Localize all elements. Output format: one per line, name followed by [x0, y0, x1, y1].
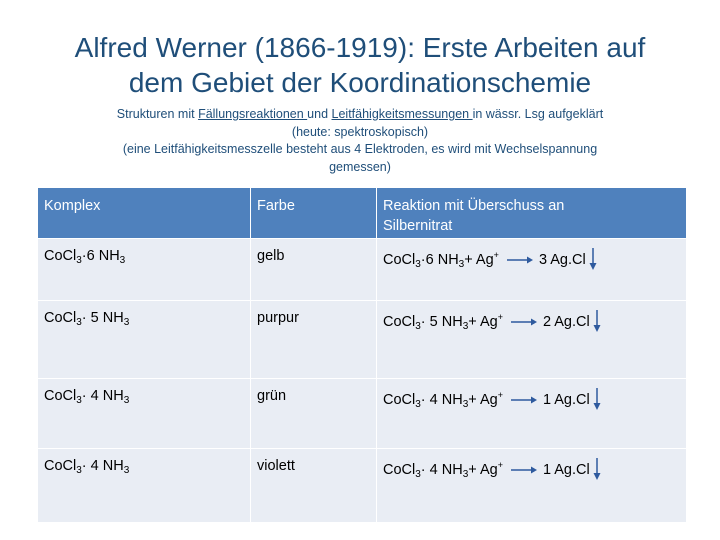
header-farbe: Farbe — [251, 188, 377, 239]
subtitle-line-2: (heute: spektroskopisch) — [291, 124, 429, 139]
subtitle-link-faellung: Fällungsreaktionen — [198, 107, 308, 121]
reaction-sub: 3 — [415, 399, 421, 410]
header-reaktion — [377, 188, 687, 239]
slide-subtitle — [40, 106, 680, 176]
subtitle-suffix: in wässr. Lsg aufgeklärt — [472, 107, 604, 121]
complex-ammine: ·6 NH — [81, 248, 120, 264]
title-line-2: dem Gebiet der Koordinationschemie — [128, 67, 592, 98]
reaction-sub: 3 — [462, 399, 469, 410]
reaction-product: 1 Ag.Cl — [542, 392, 590, 408]
title-line-1: Alfred Werner (1866-1919): Erste Arbeiten auf — [74, 32, 646, 63]
precipitate-arrow-icon — [593, 458, 601, 480]
complex-sub: 3 — [123, 317, 130, 328]
reaction-charge: + — [497, 312, 503, 322]
cell-reaction — [377, 239, 687, 301]
complex-formula: CoCl — [44, 458, 77, 474]
complex-ammine: · 5 NH — [81, 310, 124, 326]
reaction-arrow-icon — [507, 255, 533, 265]
complex-formula: CoCl — [44, 310, 77, 326]
reaction-charge: + — [497, 460, 503, 470]
header-komplex: Komplex — [38, 188, 251, 239]
cell-color: grün — [251, 379, 377, 449]
reaction-product: 1 Ag.Cl — [542, 462, 590, 478]
reaction-equation — [383, 462, 601, 478]
complex-ammine: · 4 NH — [81, 388, 124, 404]
cell-complex — [38, 449, 251, 523]
reaction-formula: CoCl — [383, 392, 416, 408]
subtitle-line-1 — [40, 106, 680, 124]
reaction-ammine: · 4 NH — [420, 392, 463, 408]
complex-sub: 3 — [76, 395, 82, 406]
reaction-silver: + Ag — [468, 392, 498, 408]
complex-sub: 3 — [119, 255, 126, 266]
reaction-ammine: · 5 NH — [420, 314, 463, 330]
table-row — [38, 301, 687, 379]
subtitle-link-leitfaehigkeit: Leitfähigkeitsmessungen — [331, 107, 473, 121]
reaction-arrow-icon — [511, 317, 537, 327]
reaction-silver: + Ag — [464, 252, 494, 268]
reaction-sub: 3 — [458, 259, 465, 270]
precipitate-arrow-icon — [589, 248, 597, 270]
reaction-sub: 3 — [415, 259, 421, 270]
cell-color: violett — [251, 449, 377, 523]
cell-color: gelb — [251, 239, 377, 301]
table-header-row — [38, 188, 687, 239]
table-row — [38, 239, 687, 301]
precipitate-arrow-icon — [593, 388, 601, 410]
reaction-sub: 3 — [415, 469, 421, 480]
table-row — [38, 379, 687, 449]
cell-complex — [38, 301, 251, 379]
reaction-formula: CoCl — [383, 252, 416, 268]
cell-complex — [38, 379, 251, 449]
reaction-ammine: ·6 NH — [420, 252, 459, 268]
complex-sub: 3 — [76, 317, 82, 328]
reaction-formula: CoCl — [383, 462, 416, 478]
subtitle-mid: und — [307, 107, 332, 121]
header-reaktion-line-1: Reaktion mit Überschuss an — [383, 198, 565, 214]
header-reaktion-line-2: Silbernitrat — [383, 218, 453, 234]
complex-formula: CoCl — [44, 388, 77, 404]
cell-reaction — [377, 379, 687, 449]
reaction-equation — [383, 314, 601, 330]
complex-sub: 3 — [76, 465, 82, 476]
reaction-equation — [383, 392, 601, 408]
reaction-product: 3 Ag.Cl — [538, 252, 586, 268]
precipitate-arrow-icon — [593, 310, 601, 332]
reaction-product: 2 Ag.Cl — [542, 314, 590, 330]
reaction-sub: 3 — [462, 321, 469, 332]
complex-sub: 3 — [76, 255, 82, 266]
complex-table — [37, 187, 687, 523]
reaction-sub: 3 — [462, 469, 469, 480]
slide-title — [20, 30, 700, 100]
reaction-formula: CoCl — [383, 314, 416, 330]
reaction-silver: + Ag — [468, 314, 498, 330]
cell-reaction — [377, 301, 687, 379]
reaction-charge: + — [493, 250, 499, 260]
cell-complex — [38, 239, 251, 301]
complex-formula: CoCl — [44, 248, 77, 264]
subtitle-line-3: (eine Leitfähigkeitsmesszelle besteht aus 4 Elektroden, es wird mit Wechselspannung — [122, 142, 598, 156]
complex-ammine: · 4 NH — [81, 458, 124, 474]
cell-reaction — [377, 449, 687, 523]
reaction-sub: 3 — [415, 321, 421, 332]
reaction-equation — [383, 252, 597, 268]
complex-sub: 3 — [123, 395, 130, 406]
reaction-arrow-icon — [511, 465, 537, 475]
table-row — [38, 449, 687, 523]
reaction-charge: + — [497, 390, 503, 400]
reaction-arrow-icon — [511, 395, 537, 405]
subtitle-prefix: Strukturen mit — [116, 107, 199, 121]
reaction-ammine: · 4 NH — [420, 462, 463, 478]
reaction-silver: + Ag — [468, 462, 498, 478]
cell-color: purpur — [251, 301, 377, 379]
complex-sub: 3 — [123, 465, 130, 476]
subtitle-line-4: gemessen) — [329, 159, 391, 174]
